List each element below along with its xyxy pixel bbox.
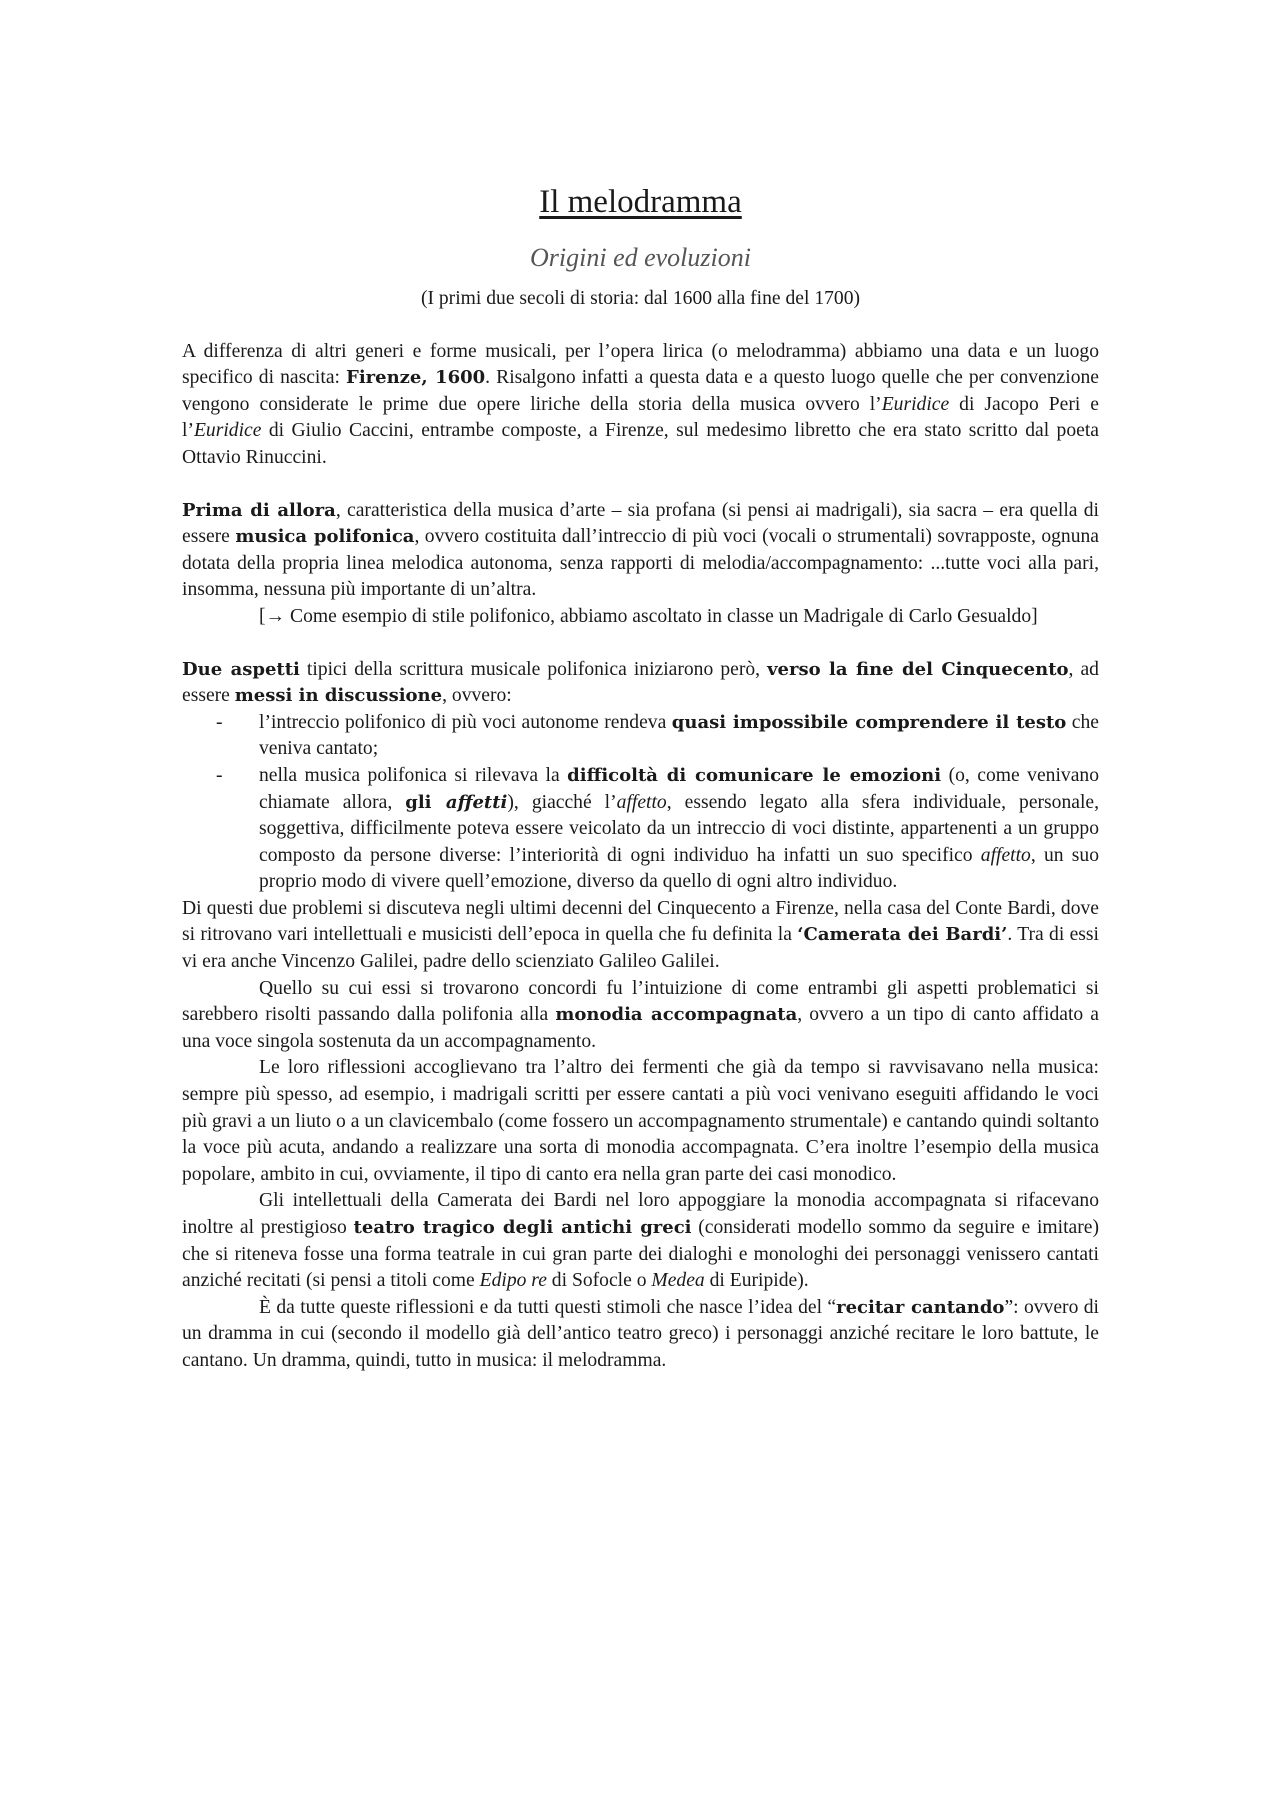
listening-note: [→ Come esempio di stile polifonico, abbiamo ascoltato in classe un Madrigale di Carlo Gesualdo] xyxy=(259,605,1038,627)
page-subtitle: Origini ed evoluzioni xyxy=(530,243,751,272)
paragraph-recitar-cantando: È da tutte queste riflessioni e da tutti questi stimoli che nasce l’idea del “recitar cantando”: ovvero di un dramma in cui (secondo il modello già dell’antico teatro greco) i personaggi anziché recitare le loro battute, le cantano. Un dramma, quindi, tutto in musica: il melodramma. xyxy=(182,1296,1100,1371)
paragraph-monody: Quello su cui essi si trovarono concordi fu l’intuizione di come entrambi gli aspetti problematici si sarebbero risolti passando dalla polifonia alla monodia accompagnata, ovvero a un tipo di canto affidato a una voce singola sostenuta da un accompagnamento. xyxy=(182,977,1099,1052)
aspects-list xyxy=(182,710,1099,896)
paragraph-origins: A differenza di altri generi e forme musicali, per l’opera lirica (o melodramma) abbiamo una data e un luogo specifico di nascita: Firenze, 1600. Risalgono infatti a questa data e a questo luogo quelle che per convenzione vengono considerate le prime due opere liriche della storia della musica ovvero l’Euridice di Jacopo Peri e l’Euridice di Giulio Caccini, entrambe composte, a Firenze, sul medesimo libretto che era stato scritto dal poeta Ottavio Rinuccini. xyxy=(182,340,1099,468)
paragraph-polyphony: Prima di allora, caratteristica della musica d’arte – sia profana (si pensi ai madrigali), sia sacra – era quella di essere musica polifonica, ovvero costituita dall’intreccio di più voci (vocali o strumentali) sovrapposte, ognuna dotata della propria linea melodica autonoma, senza rapporti di melodia/accompagnamento: ...tutte voci alla pari, insomma, nessuna più importante di un’altra. xyxy=(182,499,1100,601)
page-title: Il melodramma xyxy=(539,184,742,220)
paragraph-two-aspects: Due aspetti tipici della scrittura musicale polifonica iniziarono però, verso la fine del Cinquecento, ad essere messi in discussione, ovvero: xyxy=(182,658,1099,707)
list-item: - nella musica polifonica si rilevava la difficoltà di comunicare le emozioni (o, come venivano chiamate allora, gli affetti), giacché l’affetto, essendo legato alla sfera individuale, personale, soggettiva, difficilmente poteva essere veicolato da un intreccio di voci distinte, appartenenti a un gruppo composto da persone diverse: l’interiorità di ogni individuo ha infatti un suo specifico affetto, un suo proprio modo di vivere quell’emozione, diverso da quello di ogni altro individuo. xyxy=(259,763,1099,896)
list-item: - l’intreccio polifonico di più voci autonome rendeva quasi impossibile comprendere il testo che veniva cantato; xyxy=(259,710,1099,763)
paragraph-reflections: Le loro riflessioni accoglievano tra l’altro dei fermenti che già da tempo si ravvisavano nella musica: sempre più spesso, ad esempio, i madrigali scritti per essere cantati a più voci venivano eseguiti affidando le voci più gravi a un liuto o a un clavicembalo (come fossero un accompagnamento strumentale) e cantando quindi soltanto la voce più acuta, andando a realizzare una sorta di monodia accompagnata. C’era inoltre l’esempio della musica popolare, ambito in cui, ovviamente, il tipo di canto era nella gran parte dei casi monodico. xyxy=(182,1057,1099,1185)
period-note: (I primi due secoli di storia: dal 1600 alla fine del 1700) xyxy=(420,288,861,309)
document-body xyxy=(182,182,1099,1375)
paragraph-camerata: Di questi due problemi si discuteva negli ultimi decenni del Cinquecento a Firenze, nella casa del Conte Bardi, dove si ritrovano vari intellettuali e musicisti dell’epoca in quella che fu definita la ‘Camerata dei Bardi’. Tra di essi vi era anche Vincenzo Galilei, padre dello scienziato Galileo Galilei. xyxy=(182,897,1099,973)
paragraph-greek-theatre: Gli intellettuali della Camerata dei Bardi nel loro appoggiare la monodia accompagnata si rifacevano inoltre al prestigioso teatro tragico degli antichi greci (considerati modello sommo da seguire e imitare) che si riteneva fosse una forma teatrale in cui gran parte dei dialoghi e monologhi dei personaggi venissero cantati anziché recitati (si pensi a titoli come Edipo re di Sofocle o Medea di Euripide). xyxy=(182,1190,1099,1292)
